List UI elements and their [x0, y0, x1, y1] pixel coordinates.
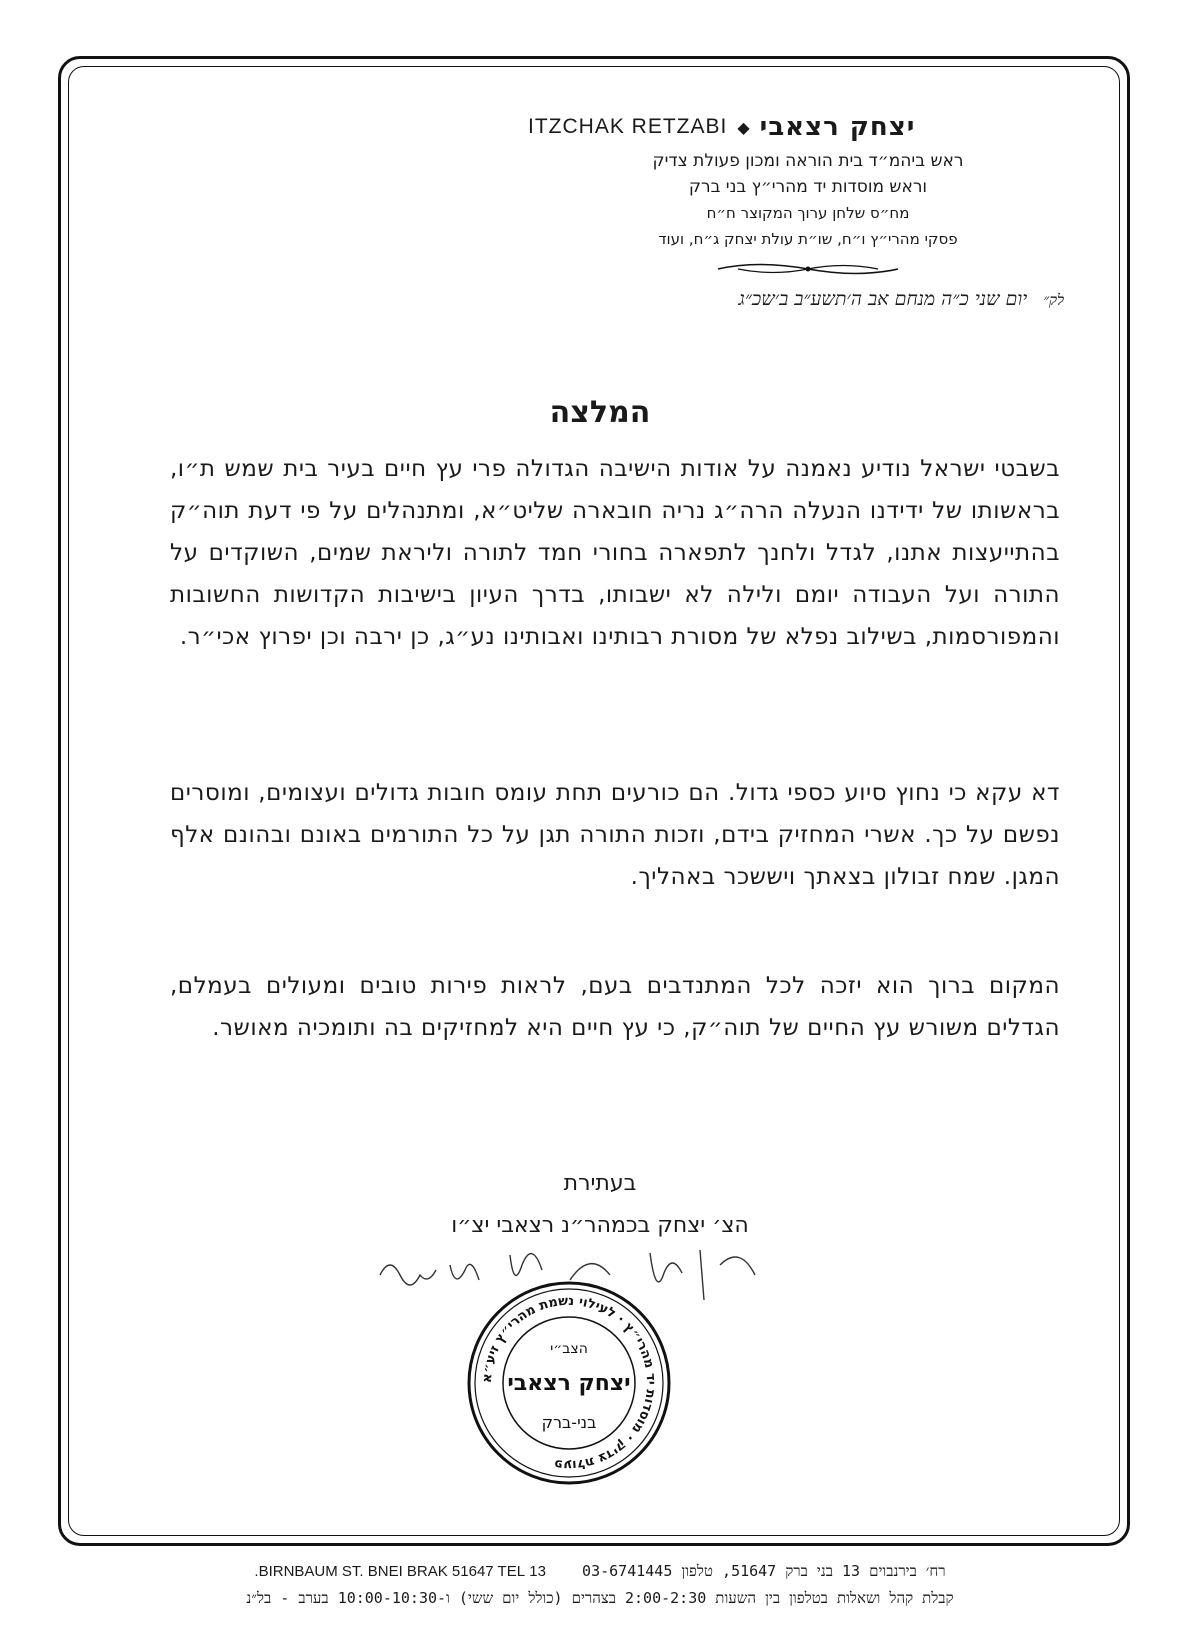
- rabbinic-stamp: [464, 1278, 674, 1488]
- ornament-divider-icon: [708, 258, 908, 280]
- stamp-bottom-text: בני-ברק: [541, 1413, 597, 1432]
- letterhead: [528, 112, 1088, 280]
- body-paragraph-3: המקום ברוך הוא יזכה לכל המתנדבים בעם, לראות פירות טובים ומעולים בעמלם, הגדלים משורש עץ החיים של תוה״ק, כי עץ חיים היא למחזיקים בה ותומכיה מאושר.: [170, 973, 1060, 1041]
- letterhead-line-3: מח״ס שלחן ערוך המקוצר ח״ח: [706, 204, 910, 222]
- date-text: יום שני כ״ה מנחם אב ה׳תשע״ב ב׳שכ״ג: [738, 288, 1028, 310]
- date-line: [738, 288, 1064, 311]
- diamond-icon: ◆: [737, 117, 750, 137]
- footer: [0, 1558, 1200, 1611]
- footer-hours: קבלת קהל ושאלות בטלפון בין השעות 2:00-2:30 בצהרים (כולל יום ששי) ו-10:00-10:30 בערב - בל״נ: [246, 1589, 954, 1607]
- stamp-center-name: יצחק רצאבי: [507, 1371, 631, 1396]
- body-paragraph-2: דא עקא כי נחוץ סיוע כספי גדול. הם כורעים תחת עומס חובות גדולים ועצומים, ומוסרים נפשם על כך. אשרי המחזיק בידם, וזכות התורה תגן על כל התורמים באונם ובהונם אלף המגן. שמח זבולון בצאתך ויששכר באהליך.: [170, 780, 1060, 890]
- date-prefix: לק״: [1043, 291, 1064, 309]
- document-title: המלצה: [549, 395, 651, 430]
- stamp-ring-text: פעולת צדיק · מוסדות יד מהרי״ץ · לעילוי נשמת מהרי״ץ זיע״א: [479, 1293, 659, 1473]
- body-paragraph-1: בשבטי ישראל נודיע נאמנה על אודות הישיבה הגדולה פרי עץ חיים בעיר בית שמש ת״ו, בראשותו של ידידנו הנעלה הרה״ג נריה חובארה שליט״א, ומתנהלים על פי דעת תוה״ק בהתייעצות אתנו, לגדל ולחנך לתפארה בחורי חמד לתורה וליראת שמים, השוקדים על התורה ועל העבודה יומם ולילה לא ישבותו, בדרך העיון בישיבות הקדושות החשובות והמפורסמות, בשילוב נפלא של מסורת רבותינו ואבותינו נע״ג, כן ירבה וכן יפרוץ אכי״ר.: [170, 456, 1060, 650]
- letterhead-line-4: פסקי מהרי״ץ ו״ח, שו״ת עולת יצחק ג״ח, ועוד: [658, 230, 958, 248]
- footer-address-hebrew: רח׳ בירנבוים 13 בני ברק 51647, טלפון 03-6741445: [582, 1562, 946, 1580]
- letterhead-name-hebrew: יצחק רצאבי: [759, 112, 916, 142]
- stamp-top-text: הצב״י: [550, 1341, 588, 1357]
- closing-signatory: הצ׳ יצחק בכמהר״נ רצאבי יצ״ו: [451, 1213, 749, 1238]
- footer-address-row: [0, 1558, 1200, 1585]
- letterhead-line-1: ראש ביהמ״ד בית הוראה ומכון פעולת צדיק: [652, 151, 964, 171]
- letterhead-line-2: וראש מוסדות יד מהרי״ץ בני ברק: [688, 177, 928, 197]
- letterhead-name-row: [528, 112, 1088, 142]
- closing-line-1: בעתירת: [563, 1171, 637, 1196]
- letterhead-name-english: ITZCHAK RETZABI: [528, 115, 728, 138]
- footer-address-english: 13 BIRNBAUM ST. BNEI BRAK 51647 TEL.: [254, 1563, 546, 1580]
